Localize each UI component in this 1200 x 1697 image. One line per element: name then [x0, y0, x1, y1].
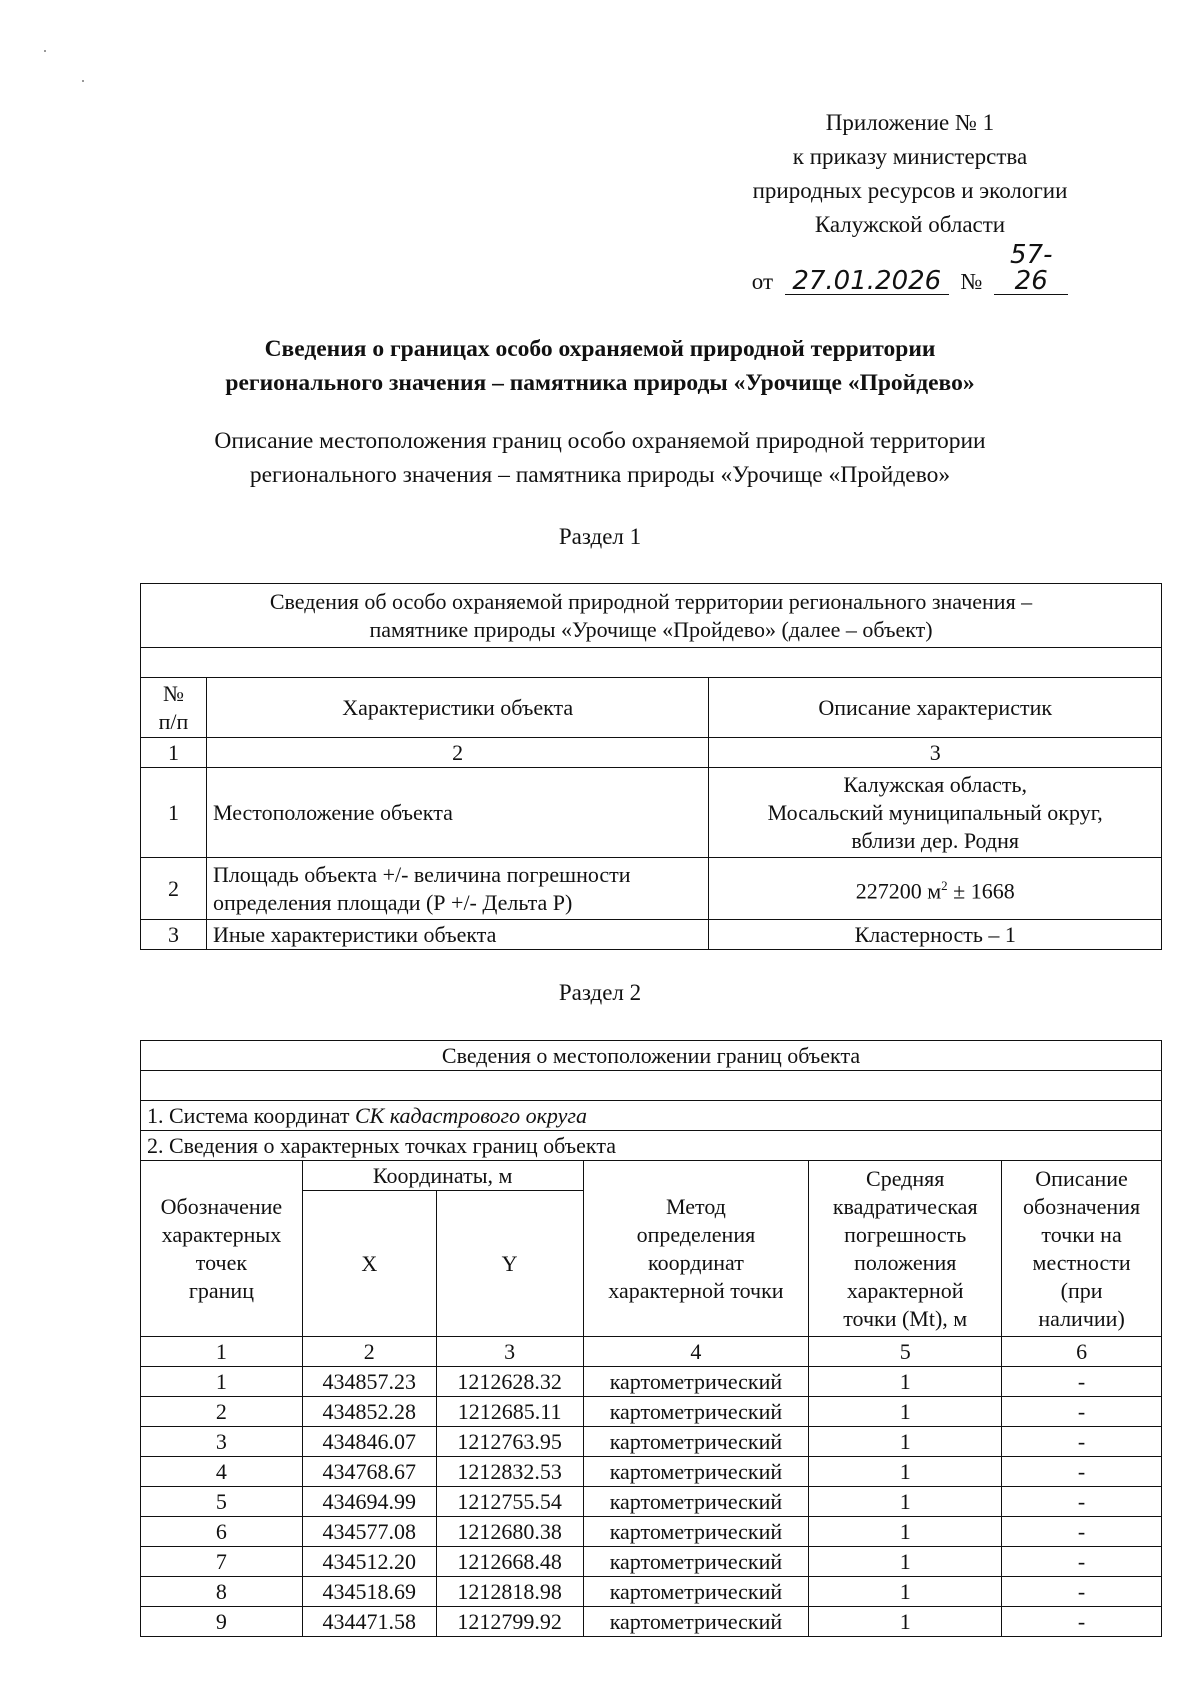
- points-caption-row: 2. Сведения о характерных точках границ объекта: [141, 1131, 1162, 1161]
- point-id: 3: [141, 1427, 303, 1457]
- point-id: 6: [141, 1517, 303, 1547]
- index-cell: 6: [1002, 1337, 1162, 1367]
- table-row: [141, 1427, 1162, 1457]
- header-line: квадратическая: [832, 1193, 978, 1219]
- document-subtitle: [140, 424, 1060, 492]
- point-mt: 1: [809, 1607, 1002, 1637]
- row-num: 2: [141, 858, 207, 920]
- point-description: -: [1002, 1427, 1162, 1457]
- index-cell: 4: [583, 1337, 809, 1367]
- scan-speck: [82, 80, 84, 82]
- header-characteristics: Характеристики объекта: [206, 678, 708, 738]
- point-x: 434852.28: [302, 1397, 436, 1427]
- header-line: точки на: [1041, 1221, 1122, 1247]
- from-label: от: [751, 269, 774, 294]
- point-x: 434694.99: [302, 1487, 436, 1517]
- header-line: Описание: [1035, 1165, 1128, 1191]
- document-title: [140, 332, 1060, 400]
- point-mt: 1: [809, 1367, 1002, 1397]
- point-x: 434512.20: [302, 1547, 436, 1577]
- point-x: 434518.69: [302, 1577, 436, 1607]
- point-y: 1212755.54: [436, 1487, 583, 1517]
- row-description: Кластерность – 1: [709, 920, 1162, 950]
- header-method: [583, 1161, 809, 1337]
- point-method: картометрический: [583, 1397, 809, 1427]
- point-y: 1212799.92: [436, 1607, 583, 1637]
- row-num: 1: [141, 768, 207, 858]
- coord-system-row: [141, 1101, 1162, 1131]
- coord-system-prefix: 1. Система координат: [147, 1102, 355, 1128]
- area-error: ± 1668: [947, 878, 1015, 904]
- header-y: Y: [436, 1191, 583, 1337]
- header-line: характерных: [161, 1221, 282, 1247]
- header-line: границ: [188, 1277, 254, 1303]
- header-line: Метод: [665, 1193, 726, 1219]
- description-line: Калужская область,: [843, 771, 1028, 797]
- appendix-date-line: [720, 242, 1100, 299]
- point-method: картометрический: [583, 1487, 809, 1517]
- points-body: [141, 1367, 1162, 1637]
- point-y: 1212818.98: [436, 1577, 583, 1607]
- appendix-header: [720, 106, 1100, 299]
- point-description: -: [1002, 1367, 1162, 1397]
- point-method: картометрический: [583, 1457, 809, 1487]
- point-mt: 1: [809, 1547, 1002, 1577]
- index-cell: 5: [809, 1337, 1002, 1367]
- point-y: 1212685.11: [436, 1397, 583, 1427]
- header-line: координат: [648, 1249, 744, 1275]
- section2-heading: Раздел 2: [558, 980, 642, 1005]
- point-description: -: [1002, 1487, 1162, 1517]
- index-cell: 2: [206, 738, 708, 768]
- header-x: X: [302, 1191, 436, 1337]
- point-id: 4: [141, 1457, 303, 1487]
- point-description: -: [1002, 1547, 1162, 1577]
- scan-speck: [44, 50, 46, 52]
- point-description: -: [1002, 1517, 1162, 1547]
- header-line: характерной точки: [608, 1277, 784, 1303]
- point-id: 5: [141, 1487, 303, 1517]
- coord-system-name: СК кадастрового округа: [354, 1102, 587, 1128]
- point-method: картометрический: [583, 1427, 809, 1457]
- description-line: Мосальский муниципальный округ,: [767, 799, 1103, 825]
- area-unit-sup: 2: [941, 877, 948, 893]
- table2-caption: Сведения о местоположении границ объекта: [141, 1041, 1162, 1071]
- description-line: вблизи дер. Родня: [851, 827, 1019, 853]
- point-description: -: [1002, 1397, 1162, 1427]
- header-num-line: №: [162, 680, 184, 706]
- header-line: обозначения: [1023, 1193, 1141, 1219]
- point-mt: 1: [809, 1577, 1002, 1607]
- point-x: 434471.58: [302, 1607, 436, 1637]
- table-row: [141, 1547, 1162, 1577]
- header-line: характерной: [846, 1277, 964, 1303]
- header-mean-error: [809, 1161, 1002, 1337]
- handwritten-number: 57-26: [994, 242, 1068, 295]
- table1-empty-row: [141, 648, 1162, 678]
- index-cell: 1: [141, 738, 207, 768]
- point-x: 434577.08: [302, 1517, 436, 1547]
- point-id: 8: [141, 1577, 303, 1607]
- header-point-designation: [141, 1161, 303, 1337]
- row-description: [709, 768, 1162, 858]
- index-cell: 3: [436, 1337, 583, 1367]
- characteristic-line: Площадь объекта +/- величина погрешности: [212, 861, 631, 887]
- header-line: (при: [1060, 1277, 1103, 1303]
- table-row: [141, 1577, 1162, 1607]
- row-characteristic: Иные характеристики объекта: [206, 920, 708, 950]
- point-description: -: [1002, 1607, 1162, 1637]
- caption-line: Сведения об особо охраняемой природной территории регионального значения –: [269, 588, 1033, 614]
- point-description: -: [1002, 1577, 1162, 1607]
- index-cell: 2: [302, 1337, 436, 1367]
- point-id: 9: [141, 1607, 303, 1637]
- handwritten-date: 27.01.2026: [785, 268, 949, 295]
- header-line: положения: [854, 1249, 957, 1275]
- point-x: 434857.23: [302, 1367, 436, 1397]
- title-line: регионального значения – памятника природы «Урочище «Пройдево»: [225, 370, 975, 396]
- point-id: 1: [141, 1367, 303, 1397]
- point-mt: 1: [809, 1427, 1002, 1457]
- table1-caption: [141, 584, 1162, 648]
- point-y: 1212668.48: [436, 1547, 583, 1577]
- number-label: №: [960, 269, 983, 294]
- point-y: 1212628.32: [436, 1367, 583, 1397]
- header-line: местности: [1032, 1249, 1131, 1275]
- row-characteristic: Местоположение объекта: [206, 768, 708, 858]
- index-cell: 1: [141, 1337, 303, 1367]
- table2-empty-row: [141, 1071, 1162, 1101]
- table-row: [141, 1607, 1162, 1637]
- table-row: [141, 1367, 1162, 1397]
- point-y: 1212832.53: [436, 1457, 583, 1487]
- characteristic-line: определения площади (Р +/- Дельта Р): [212, 889, 573, 915]
- point-y: 1212763.95: [436, 1427, 583, 1457]
- point-mt: 1: [809, 1487, 1002, 1517]
- point-mt: 1: [809, 1457, 1002, 1487]
- header-line: Обозначение: [160, 1193, 283, 1219]
- point-description: -: [1002, 1457, 1162, 1487]
- header-line: точки (Mt), м: [843, 1305, 968, 1331]
- point-method: картометрический: [583, 1517, 809, 1547]
- header-line: погрешность: [844, 1221, 967, 1247]
- appendix-line: к приказу министерства: [792, 144, 1028, 169]
- row-characteristic: [206, 858, 708, 920]
- boundary-points-table: [140, 1040, 1162, 1637]
- table-row: [141, 1487, 1162, 1517]
- point-method: картометрический: [583, 1607, 809, 1637]
- table-row: [141, 1397, 1162, 1427]
- point-id: 2: [141, 1397, 303, 1427]
- title-line: Сведения о границах особо охраняемой природной территории: [264, 336, 936, 362]
- header-point-description: [1002, 1161, 1162, 1337]
- appendix-line: Калужской области: [814, 212, 1006, 237]
- header-description: Описание характеристик: [709, 678, 1162, 738]
- header-coordinates: Координаты, м: [302, 1161, 583, 1191]
- row-description: [709, 858, 1162, 920]
- row-num: 3: [141, 920, 207, 950]
- point-id: 7: [141, 1547, 303, 1577]
- point-y: 1212680.38: [436, 1517, 583, 1547]
- point-x: 434846.07: [302, 1427, 436, 1457]
- subtitle-line: Описание местоположения границ особо охраняемой природной территории: [214, 428, 986, 454]
- header-num: [141, 678, 207, 738]
- header-num-line: п/п: [158, 708, 189, 734]
- point-mt: 1: [809, 1397, 1002, 1427]
- index-cell: 3: [709, 738, 1162, 768]
- appendix-line: природных ресурсов и экологии: [752, 178, 1068, 203]
- point-method: картометрический: [583, 1367, 809, 1397]
- header-line: точек: [195, 1249, 248, 1275]
- subtitle-line: регионального значения – памятника природы «Урочище «Пройдево»: [249, 462, 951, 488]
- caption-line: памятнике природы «Урочище «Пройдево» (далее – объект): [369, 616, 933, 642]
- point-mt: 1: [809, 1517, 1002, 1547]
- object-info-table: [140, 583, 1162, 950]
- appendix-line: Приложение № 1: [825, 110, 995, 135]
- section1-heading: Раздел 1: [558, 524, 642, 549]
- header-line: Средняя: [866, 1165, 945, 1191]
- point-method: картометрический: [583, 1577, 809, 1607]
- header-line: наличии): [1038, 1305, 1125, 1331]
- point-x: 434768.67: [302, 1457, 436, 1487]
- point-method: картометрический: [583, 1547, 809, 1577]
- table-row: [141, 1457, 1162, 1487]
- header-line: определения: [636, 1221, 756, 1247]
- area-value: 227200 м: [855, 878, 942, 904]
- table-row: [141, 1517, 1162, 1547]
